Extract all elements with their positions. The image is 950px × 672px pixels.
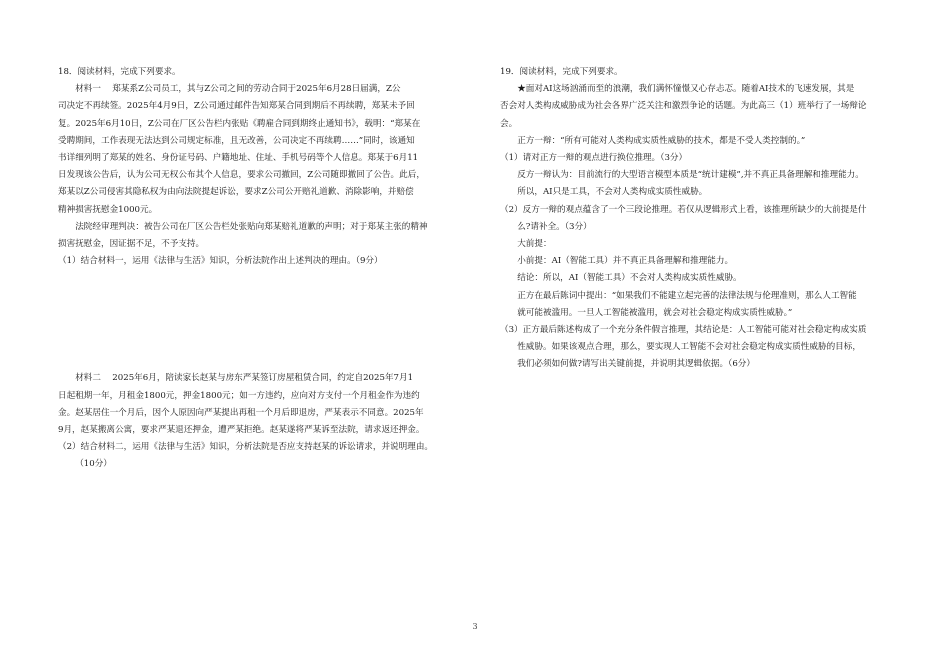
q18-material2-line: 日起租期一年，月租金1800元，押金1800元；如一方违约，应向对方支付一个月租金作为违约 xyxy=(58,390,420,401)
q19-sub-question-2: （2）反方一辩的观点蕴含了一个三段论推理。若仅从逻辑形式上看，该推理所缺少的大前提是什 xyxy=(500,204,867,215)
q19-intro-line: 否会对人类构成威胁成为社会各界广泛关注和激烈争论的话题。为此高三（1）班举行了一场辩论 xyxy=(500,101,867,112)
q19-negative-line: 反方一辩认为：目前流行的大型语言模型本质是“统计建模”,并不真正具备理解和推理能力。 xyxy=(517,170,864,181)
q18-material1-line: 精神损害抚慰金1000元。 xyxy=(58,204,158,215)
q19-summary-line: 正方在最后陈词中提出：“如果我们不能建立起完善的法律法规与伦理准则，那么人工智能 xyxy=(517,290,857,301)
q18-material1-line: 书详细列明了郑某的姓名、身份证号码、户籍地址、住址、手机号码等个人信息。郑某于6月11 xyxy=(58,153,419,164)
q18-material1-line: 司决定不再续签。2025年4月9日，Z公司通过邮件告知郑某合同到期后不再续聘，郑某未予回 xyxy=(58,101,415,112)
q19-summary-line: 就可能被滥用。一旦人工智能被滥用，就会对社会稳定构成实质性威胁。” xyxy=(517,307,793,318)
q19-affirmative-statement: 正方一辩：“所有可能对人类构成实质性威胁的技术，都是不受人类控制的。” xyxy=(517,135,806,146)
answer-space xyxy=(58,270,460,370)
q18-material1-line: 复。2025年6月10日，Z公司在厂区公告栏内张贴《聘雇合同到期终止通知书》，载明：“郑某在 xyxy=(58,118,421,129)
q19-minor-premise: 小前提：AI（智能工具）并不真正具备理解和推理能力。 xyxy=(517,256,734,267)
q19-sub-question-2-cont: 么?请补全。（3分） xyxy=(517,221,592,232)
page-number: 3 xyxy=(472,622,478,631)
q19-major-premise: 大前提： xyxy=(517,239,552,250)
q18-ruling-line: 损害抚慰金，因证据不足，不予支持。 xyxy=(58,239,205,250)
q18-ruling-line: 法院经审理判决：被告公司在厂区公告栏处张贴向郑某赔礼道歉的声明；对于郑某主张的精神 xyxy=(75,221,428,232)
q18-sub-question-2: （2）结合材料二，运用《法律与生活》知识，分析法院是否应支持赵某的诉讼请求，并说明理由。 xyxy=(58,442,434,453)
q19-negative-line: 所以，AI只是工具，不会对人类构成实质性威胁。 xyxy=(517,187,708,198)
q18-material1-line: 材料一 郑某系Z公司员工，其与Z公司之间的劳动合同于2025年6月28日届满，Z公 xyxy=(75,84,401,95)
q18-heading: 18．阅读材料，完成下列要求。 xyxy=(58,67,181,77)
q19-heading: 19．阅读材料，完成下列要求。 xyxy=(500,67,623,77)
q18-material1-line: 日发现该公告后，认为公司无权公布其个人信息，要求公司撤回，Z公司随即撤回了公告。此后， xyxy=(58,170,425,181)
q18-material1-line: 受聘期间，工作表现无法达到公司规定标准，且无改善，公司决定不再续聘……”同时，该通知 xyxy=(58,135,415,146)
q18-sub-question-2-points: （10分） xyxy=(75,459,112,470)
q19-sub-question-3-cont: 性威胁。如果该观点合理，那么，要实现人工智能不会对社会稳定构成实质性威胁的目标， xyxy=(517,342,861,353)
question-18 xyxy=(58,64,460,474)
q19-sub-question-3-cont: 我们必须如何做?请写出关键前提，并说明其逻辑依据。（6分） xyxy=(517,359,755,370)
q18-material2-line: 金。赵某居住一个月后，因个人原因向严某提出再租一个月后即退房，严某表示不同意。2025年 xyxy=(58,407,424,418)
q18-material1-line: 郑某以Z公司侵害其隐私权为由向法院提起诉讼，要求Z公司公开赔礼道歉、消除影响，并赔偿 xyxy=(58,187,414,198)
q18-sub-question-1: （1）结合材料一，运用《法律与生活》知识，分析法院作出上述判决的理由。（9分） xyxy=(58,256,383,267)
q19-sub-question-3: （3）正方最后陈述构成了一个充分条件假言推理，其结论是：人工智能可能对社会稳定构成实质 xyxy=(500,325,867,336)
q19-sub-question-1: （1）请对正方一辩的观点进行换位推理。（3分） xyxy=(500,153,688,164)
q18-material2-line: 材料二 2025年6月，陪读家长赵某与房东严某签订房屋租赁合同，约定自2025年7月1 xyxy=(75,373,414,384)
q19-intro-line: 会。 xyxy=(500,118,518,129)
q19-conclusion: 结论：所以，AI（智能工具）不会对人类构成实质性威胁。 xyxy=(517,273,742,284)
q19-intro-line: ★面对AI这场汹涌而至的浪潮，我们满怀憧憬又心存忐忑。随着AI技术的飞速发展，其是 xyxy=(517,84,855,95)
q18-material2-line: 9月，赵某搬离公寓，要求严某退还押金，遭严某拒绝。赵某遂将严某诉至法院，请求返还押金。 xyxy=(58,425,425,436)
question-19 xyxy=(500,64,898,374)
